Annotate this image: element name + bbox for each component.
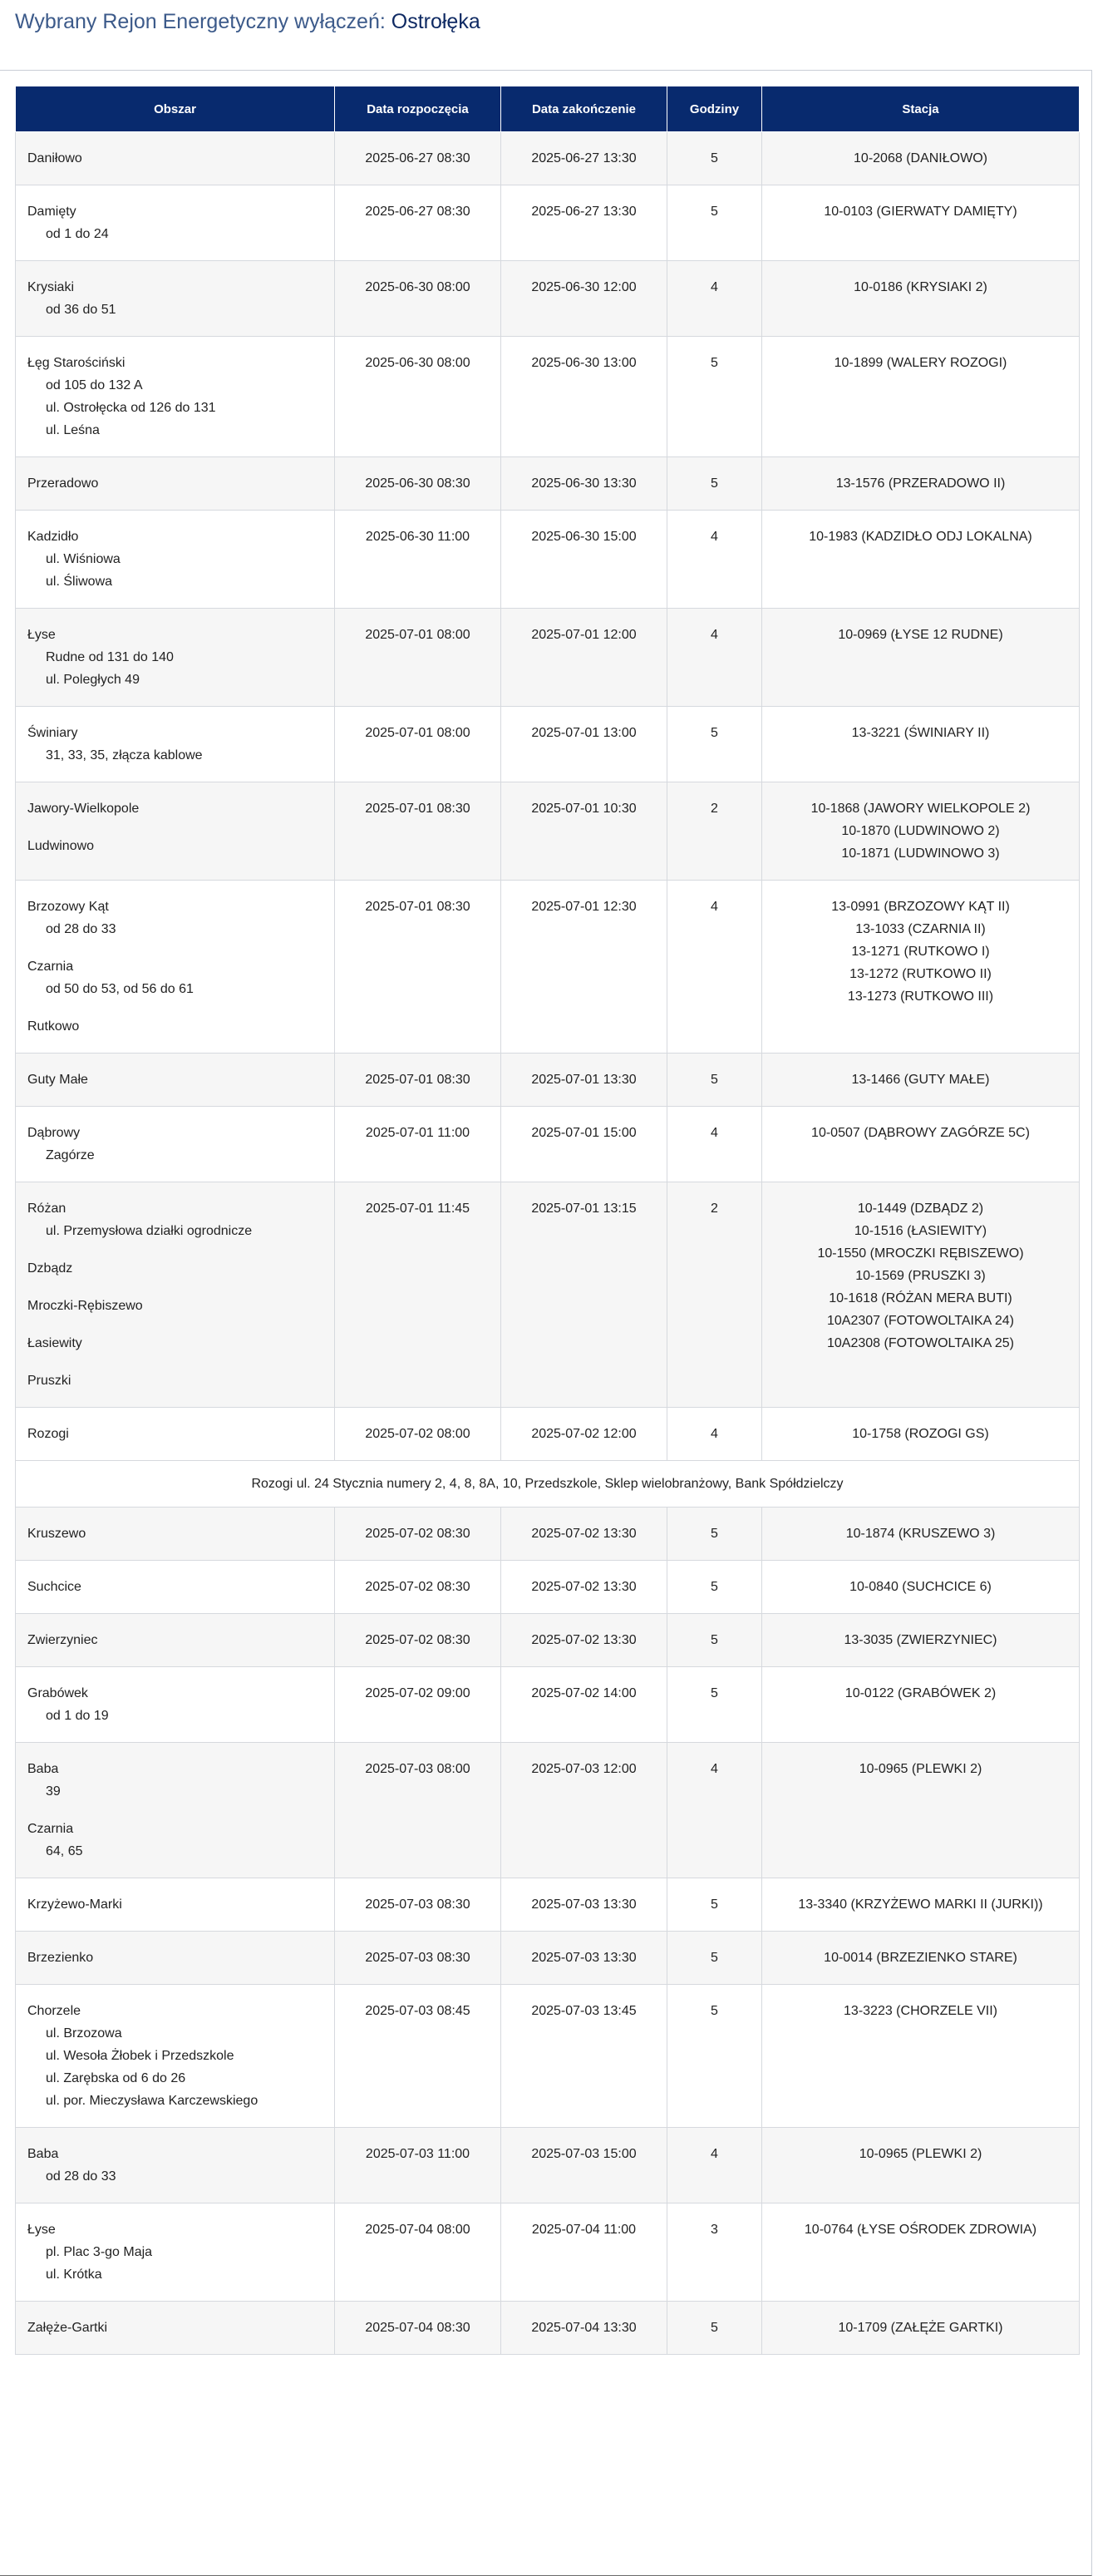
station-code: 10-1983 (KADZIDŁO ODJ LOKALNA) (809, 530, 1032, 544)
cell-area (16, 881, 335, 1054)
station-code: 10-1516 (ŁASIEWITY) (854, 1224, 987, 1238)
area-name: Kruszewo (27, 1527, 86, 1541)
area-entry (27, 147, 322, 170)
station-code: 10-0965 (PLEWKI 2) (859, 1762, 982, 1776)
table-row (16, 1878, 1080, 1932)
area-name: Brzezienko (27, 1951, 94, 1965)
area-name: Brzozowy Kąt (27, 900, 109, 914)
cell-station (762, 511, 1080, 609)
station-code: 10-0840 (SUCHCICE 6) (849, 1580, 992, 1594)
cell-end-date: 2025-07-03 12:00 (501, 1743, 667, 1878)
cell-hours: 5 (667, 1054, 762, 1107)
area-name: Różan (27, 1202, 66, 1216)
table-row (16, 881, 1080, 1054)
cell-end-date: 2025-07-03 13:45 (501, 1985, 667, 2128)
cell-hours: 5 (667, 2302, 762, 2355)
cell-area (16, 1667, 335, 1743)
cell-station (762, 1054, 1080, 1107)
cell-hours: 5 (667, 1878, 762, 1932)
cell-start-date: 2025-06-30 08:30 (335, 457, 501, 511)
cell-station (762, 1985, 1080, 2128)
cell-start-date: 2025-07-01 08:30 (335, 1054, 501, 1107)
area-name: Zwierzyniec (27, 1633, 98, 1647)
table-row (16, 609, 1080, 707)
area-entry (27, 2317, 322, 2339)
cell-hours: 4 (667, 881, 762, 1054)
cell-hours: 5 (667, 457, 762, 511)
cell-end-date: 2025-06-30 12:00 (501, 261, 667, 337)
header-area: Obszar (16, 86, 335, 132)
area-detail: od 1 do 19 (46, 1709, 109, 1723)
cell-start-date: 2025-07-03 08:45 (335, 1985, 501, 2128)
area-name: Świniary (27, 726, 78, 740)
cell-area (16, 1182, 335, 1408)
cell-start-date: 2025-07-02 08:30 (335, 1508, 501, 1561)
station-code: 13-3223 (CHORZELE VII) (844, 2004, 997, 2018)
area-name: Grabówek (27, 1686, 88, 1700)
area-entry (27, 1629, 322, 1651)
area-entry (27, 1332, 322, 1355)
area-detail: Rudne od 131 do 140 (46, 650, 174, 664)
cell-hours: 4 (667, 1743, 762, 1878)
area-entry (27, 526, 322, 593)
area-detail: Zagórze (46, 1148, 95, 1162)
area-name: Krzyżewo-Marki (27, 1897, 122, 1912)
area-entry (27, 896, 322, 940)
station-code: 13-0991 (BRZOZOWY KĄT II) (831, 900, 1010, 914)
cell-station (762, 881, 1080, 1054)
area-detail: ul. por. Mieczysława Karczewskiego (46, 2094, 258, 2108)
area-name: Baba (27, 2147, 59, 2161)
cell-hours: 5 (667, 1614, 762, 1667)
area-entry (27, 1758, 322, 1803)
area-name: Damięty (27, 205, 76, 219)
area-entry (27, 1068, 322, 1091)
station-code: 10-1550 (MROCZKI RĘBISZEWO) (817, 1246, 1024, 1261)
cell-station (762, 1107, 1080, 1182)
cell-area (16, 1508, 335, 1561)
station-code: 13-3035 (ZWIERZYNIEC) (844, 1633, 997, 1647)
cell-start-date: 2025-06-27 08:30 (335, 132, 501, 185)
cell-area (16, 1614, 335, 1667)
cell-area (16, 2302, 335, 2355)
cell-end-date: 2025-07-02 13:30 (501, 1614, 667, 1667)
area-name: Krysiaki (27, 280, 75, 294)
table-row (16, 457, 1080, 511)
area-name: Pruszki (27, 1374, 71, 1388)
cell-hours: 5 (667, 707, 762, 782)
cell-end-date: 2025-06-27 13:30 (501, 185, 667, 261)
cell-area (16, 1107, 335, 1182)
cell-start-date: 2025-07-03 08:30 (335, 1932, 501, 1985)
cell-start-date: 2025-07-02 08:30 (335, 1614, 501, 1667)
cell-hours: 5 (667, 185, 762, 261)
cell-start-date: 2025-07-01 08:00 (335, 609, 501, 707)
page-title (15, 10, 480, 34)
area-name: Mroczki-Rębiszewo (27, 1299, 143, 1313)
area-detail: od 1 do 24 (46, 227, 109, 241)
cell-station (762, 457, 1080, 511)
area-name: Suchcice (27, 1580, 81, 1594)
station-code: 10-0965 (PLEWKI 2) (859, 2147, 982, 2161)
area-detail: 64, 65 (46, 1844, 83, 1858)
cell-hours: 2 (667, 782, 762, 881)
cell-area (16, 1985, 335, 2128)
cell-start-date: 2025-07-04 08:30 (335, 2302, 501, 2355)
cell-station (762, 2203, 1080, 2302)
area-detail: ul. Przemysłowa działki ogrodnicze (46, 1224, 253, 1238)
station-code: 10A2307 (FOTOWOLTAIKA 24) (827, 1314, 1014, 1328)
table-row (16, 1985, 1080, 2128)
cell-start-date: 2025-07-01 11:00 (335, 1107, 501, 1182)
cell-area (16, 2128, 335, 2203)
area-entry (27, 352, 322, 442)
cell-hours: 5 (667, 1985, 762, 2128)
station-code: 10-1899 (WALERY ROZOGI) (834, 356, 1007, 370)
area-name: Dąbrowy (27, 1126, 81, 1140)
area-name: Guty Małe (27, 1073, 88, 1087)
cell-start-date: 2025-06-27 08:30 (335, 185, 501, 261)
cell-start-date: 2025-07-01 08:00 (335, 707, 501, 782)
cell-start-date: 2025-07-03 11:00 (335, 2128, 501, 2203)
area-entry (27, 624, 322, 691)
cell-area (16, 457, 335, 511)
cell-end-date: 2025-07-02 13:30 (501, 1561, 667, 1614)
area-name: Jawory-Wielkopole (27, 802, 140, 816)
cell-area (16, 1561, 335, 1614)
cell-station (762, 1878, 1080, 1932)
cell-start-date: 2025-07-01 11:45 (335, 1182, 501, 1408)
station-code: 10A2308 (FOTOWOLTAIKA 25) (827, 1336, 1014, 1350)
station-code: 10-1618 (RÓŻAN MERA BUTI) (829, 1291, 1012, 1305)
area-name: Przeradowo (27, 476, 99, 491)
station-code: 10-0507 (DĄBROWY ZAGÓRZE 5C) (811, 1126, 1030, 1140)
cell-hours: 4 (667, 2128, 762, 2203)
cell-area (16, 337, 335, 457)
station-code: 10-0014 (BRZEZIENKO STARE) (824, 1951, 1017, 1965)
table-row (16, 132, 1080, 185)
area-name: Ludwinowo (27, 839, 95, 853)
cell-start-date: 2025-06-30 08:00 (335, 337, 501, 457)
area-name: Rozogi (27, 1427, 69, 1441)
area-entry (27, 1295, 322, 1317)
area-name: Czarnia (27, 960, 74, 974)
station-code: 13-1272 (RUTKOWO II) (849, 967, 992, 981)
cell-station (762, 132, 1080, 185)
station-code: 10-0186 (KRYSIAKI 2) (854, 280, 987, 294)
cell-area (16, 132, 335, 185)
table-row (16, 1054, 1080, 1107)
area-name: Kadzidło (27, 530, 79, 544)
cell-hours: 5 (667, 1667, 762, 1743)
cell-end-date: 2025-07-03 13:30 (501, 1878, 667, 1932)
area-name: Baba (27, 1762, 59, 1776)
station-code: 10-0969 (ŁYSE 12 RUDNE) (838, 628, 1003, 642)
cell-station (762, 2128, 1080, 2203)
station-code: 10-0122 (GRABÓWEK 2) (844, 1686, 997, 1700)
cell-hours: 4 (667, 1408, 762, 1461)
table-note-row (16, 1461, 1080, 1508)
cell-station (762, 609, 1080, 707)
station-code: 13-3340 (KRZYŻEWO MARKI II (JURKI)) (798, 1897, 1043, 1912)
area-entry (27, 1369, 322, 1392)
table-row (16, 2302, 1080, 2355)
area-name: Czarnia (27, 1822, 74, 1836)
cell-station (762, 337, 1080, 457)
cell-area (16, 609, 335, 707)
area-entry (27, 2143, 322, 2188)
table-row (16, 1743, 1080, 1878)
area-entry (27, 1257, 322, 1280)
area-name: Dzbądz (27, 1261, 73, 1276)
station-code: 10-2068 (DANIŁOWO) (854, 151, 987, 165)
cell-start-date: 2025-06-30 08:00 (335, 261, 501, 337)
cell-area (16, 707, 335, 782)
header-station: Stacja (762, 86, 1080, 132)
station-code: 10-1871 (LUDWINOWO 3) (841, 846, 1000, 861)
area-entry (27, 1197, 322, 1242)
station-code: 10-1569 (PRUSZKI 3) (855, 1269, 986, 1283)
area-detail: od 28 do 33 (46, 2169, 116, 2184)
outages-table (15, 86, 1080, 2355)
cell-area (16, 1743, 335, 1878)
cell-end-date: 2025-07-01 13:00 (501, 707, 667, 782)
cell-hours: 5 (667, 1932, 762, 1985)
table-row (16, 1408, 1080, 1461)
page-title-prefix: Wybrany Rejon Energetyczny wyłączeń: (15, 10, 391, 33)
cell-hours: 2 (667, 1182, 762, 1408)
cell-area (16, 1932, 335, 1985)
station-code: 13-1576 (PRZERADOWO II) (835, 476, 1006, 491)
cell-hours: 5 (667, 337, 762, 457)
area-entry (27, 2000, 322, 2112)
table-row (16, 1508, 1080, 1561)
table-row (16, 185, 1080, 261)
cell-start-date: 2025-07-02 08:30 (335, 1561, 501, 1614)
cell-end-date: 2025-07-01 12:30 (501, 881, 667, 1054)
cell-end-date: 2025-07-04 11:00 (501, 2203, 667, 2302)
cell-area (16, 782, 335, 881)
area-detail: od 105 do 132 A (46, 378, 143, 392)
cell-station (762, 707, 1080, 782)
area-entry (27, 276, 322, 321)
area-detail: ul. Leśna (46, 423, 100, 437)
cell-area (16, 1878, 335, 1932)
cell-area (16, 2203, 335, 2302)
station-code: 10-1870 (LUDWINOWO 2) (841, 824, 1000, 838)
cell-end-date: 2025-07-01 13:15 (501, 1182, 667, 1408)
cell-start-date: 2025-07-04 08:00 (335, 2203, 501, 2302)
table-row (16, 782, 1080, 881)
station-code: 10-0764 (ŁYSE OŚRODEK ZDROWIA) (804, 2223, 1037, 2237)
area-entry (27, 2218, 322, 2286)
area-name: Rutkowo (27, 1019, 80, 1034)
area-entry (27, 472, 322, 495)
cell-hours: 4 (667, 1107, 762, 1182)
area-detail: pl. Plac 3-go Maja (46, 2245, 153, 2259)
cell-hours: 5 (667, 1561, 762, 1614)
area-entry (27, 1576, 322, 1598)
cell-end-date: 2025-06-30 15:00 (501, 511, 667, 609)
area-entry (27, 797, 322, 820)
area-detail: ul. Poległych 49 (46, 673, 140, 687)
cell-end-date: 2025-07-02 12:00 (501, 1408, 667, 1461)
cell-area (16, 185, 335, 261)
cell-start-date: 2025-07-03 08:30 (335, 1878, 501, 1932)
cell-station (762, 261, 1080, 337)
area-detail: ul. Brzozowa (46, 2026, 122, 2041)
cell-station (762, 1614, 1080, 1667)
cell-station (762, 1508, 1080, 1561)
table-row (16, 707, 1080, 782)
header-hours: Godziny (667, 86, 762, 132)
area-detail: ul. Wiśniowa (46, 552, 121, 566)
area-entry (27, 1122, 322, 1167)
area-name: Łyse (27, 628, 56, 642)
area-detail: ul. Wesoła Żłobek i Przedszkole (46, 2049, 234, 2063)
area-entry (27, 1522, 322, 1545)
table-row (16, 511, 1080, 609)
area-entry (27, 200, 322, 245)
station-code: 13-1033 (CZARNIA II) (855, 922, 986, 936)
table-row (16, 1614, 1080, 1667)
cell-end-date: 2025-06-30 13:00 (501, 337, 667, 457)
cell-hours: 4 (667, 511, 762, 609)
area-detail: ul. Ostrołęcka od 126 do 131 (46, 401, 216, 415)
cell-area (16, 1408, 335, 1461)
area-detail: od 50 do 53, od 56 do 61 (46, 982, 194, 996)
table-row (16, 2203, 1080, 2302)
station-code: 13-1466 (GUTY MAŁE) (851, 1073, 990, 1087)
station-code: 10-1449 (DZBĄDZ 2) (857, 1202, 984, 1216)
table-row (16, 261, 1080, 337)
area-entry (27, 722, 322, 767)
cell-station (762, 2302, 1080, 2355)
cell-station (762, 1932, 1080, 1985)
cell-station (762, 1743, 1080, 1878)
cell-hours: 4 (667, 609, 762, 707)
cell-start-date: 2025-07-02 09:00 (335, 1667, 501, 1743)
note-text: Rozogi ul. 24 Stycznia numery 2, 4, 8, 8A, 10, Przedszkole, Sklep wielobranżowy, Bank Spółdzielczy (16, 1461, 1080, 1508)
table-row (16, 337, 1080, 457)
station-code: 10-1758 (ROZOGI GS) (852, 1427, 989, 1441)
cell-station (762, 1561, 1080, 1614)
table-header-row (16, 86, 1080, 132)
cell-hours: 5 (667, 132, 762, 185)
cell-start-date: 2025-06-30 11:00 (335, 511, 501, 609)
station-code: 13-1273 (RUTKOWO III) (847, 989, 994, 1004)
area-detail: ul. Zarębska od 6 do 26 (46, 2071, 186, 2085)
cell-hours: 5 (667, 1508, 762, 1561)
area-entry (27, 1015, 322, 1038)
area-entry (27, 1818, 322, 1863)
station-code: 13-3221 (ŚWINIARY II) (851, 726, 990, 740)
area-entry (27, 835, 322, 857)
area-name: Daniłowo (27, 151, 82, 165)
area-entry (27, 1423, 322, 1445)
area-detail: 39 (46, 1784, 61, 1799)
cell-end-date: 2025-07-01 13:30 (501, 1054, 667, 1107)
cell-end-date: 2025-07-03 13:30 (501, 1932, 667, 1985)
cell-end-date: 2025-07-01 12:00 (501, 609, 667, 707)
table-row (16, 1932, 1080, 1985)
area-name: Łyse (27, 2223, 56, 2237)
area-detail: 31, 33, 35, złącza kablowe (46, 748, 203, 762)
area-detail: ul. Krótka (46, 2268, 102, 2282)
cell-area (16, 1054, 335, 1107)
station-code: 10-1874 (KRUSZEWO 3) (845, 1527, 996, 1541)
cell-start-date: 2025-07-02 08:00 (335, 1408, 501, 1461)
cell-end-date: 2025-07-01 10:30 (501, 782, 667, 881)
cell-end-date: 2025-07-04 13:30 (501, 2302, 667, 2355)
cell-end-date: 2025-07-02 13:30 (501, 1508, 667, 1561)
area-name: Chorzele (27, 2004, 81, 2018)
cell-end-date: 2025-07-03 15:00 (501, 2128, 667, 2203)
area-detail: od 36 do 51 (46, 303, 116, 317)
area-entry (27, 1947, 322, 1969)
table-row (16, 1182, 1080, 1408)
cell-area (16, 511, 335, 609)
cell-area (16, 261, 335, 337)
cell-station (762, 1408, 1080, 1461)
cell-end-date: 2025-07-01 15:00 (501, 1107, 667, 1182)
area-name: Łęg Starościński (27, 356, 126, 370)
table-row (16, 2128, 1080, 2203)
table-row (16, 1107, 1080, 1182)
area-name: Łasiewity (27, 1336, 82, 1350)
cell-end-date: 2025-07-02 14:00 (501, 1667, 667, 1743)
cell-end-date: 2025-06-27 13:30 (501, 132, 667, 185)
area-entry (27, 955, 322, 1000)
table-row (16, 1561, 1080, 1614)
area-detail: ul. Śliwowa (46, 575, 113, 589)
cell-station (762, 782, 1080, 881)
table-row (16, 1667, 1080, 1743)
station-code: 13-1271 (RUTKOWO I) (851, 945, 990, 959)
cell-start-date: 2025-07-01 08:30 (335, 782, 501, 881)
region-name: Ostrołęka (391, 10, 480, 33)
area-entry (27, 1682, 322, 1727)
station-code: 10-1868 (JAWORY WIELKOPOLE 2) (810, 802, 1031, 816)
station-code: 10-0103 (GIERWATY DAMIĘTY) (824, 205, 1017, 219)
cell-start-date: 2025-07-03 08:00 (335, 1743, 501, 1878)
table-body (16, 132, 1080, 2355)
area-detail: od 28 do 33 (46, 922, 116, 936)
cell-station (762, 1182, 1080, 1408)
cell-station (762, 185, 1080, 261)
cell-hours: 4 (667, 261, 762, 337)
cell-end-date: 2025-06-30 13:30 (501, 457, 667, 511)
cell-start-date: 2025-07-01 08:30 (335, 881, 501, 1054)
cell-station (762, 1667, 1080, 1743)
header-start-date: Data rozpoczęcia (335, 86, 501, 132)
area-name: Załęże-Gartki (27, 2321, 108, 2335)
cell-hours: 3 (667, 2203, 762, 2302)
area-entry (27, 1893, 322, 1916)
station-code: 10-1709 (ZAŁĘŻE GARTKI) (838, 2321, 1003, 2335)
header-end-date: Data zakończenie (501, 86, 667, 132)
